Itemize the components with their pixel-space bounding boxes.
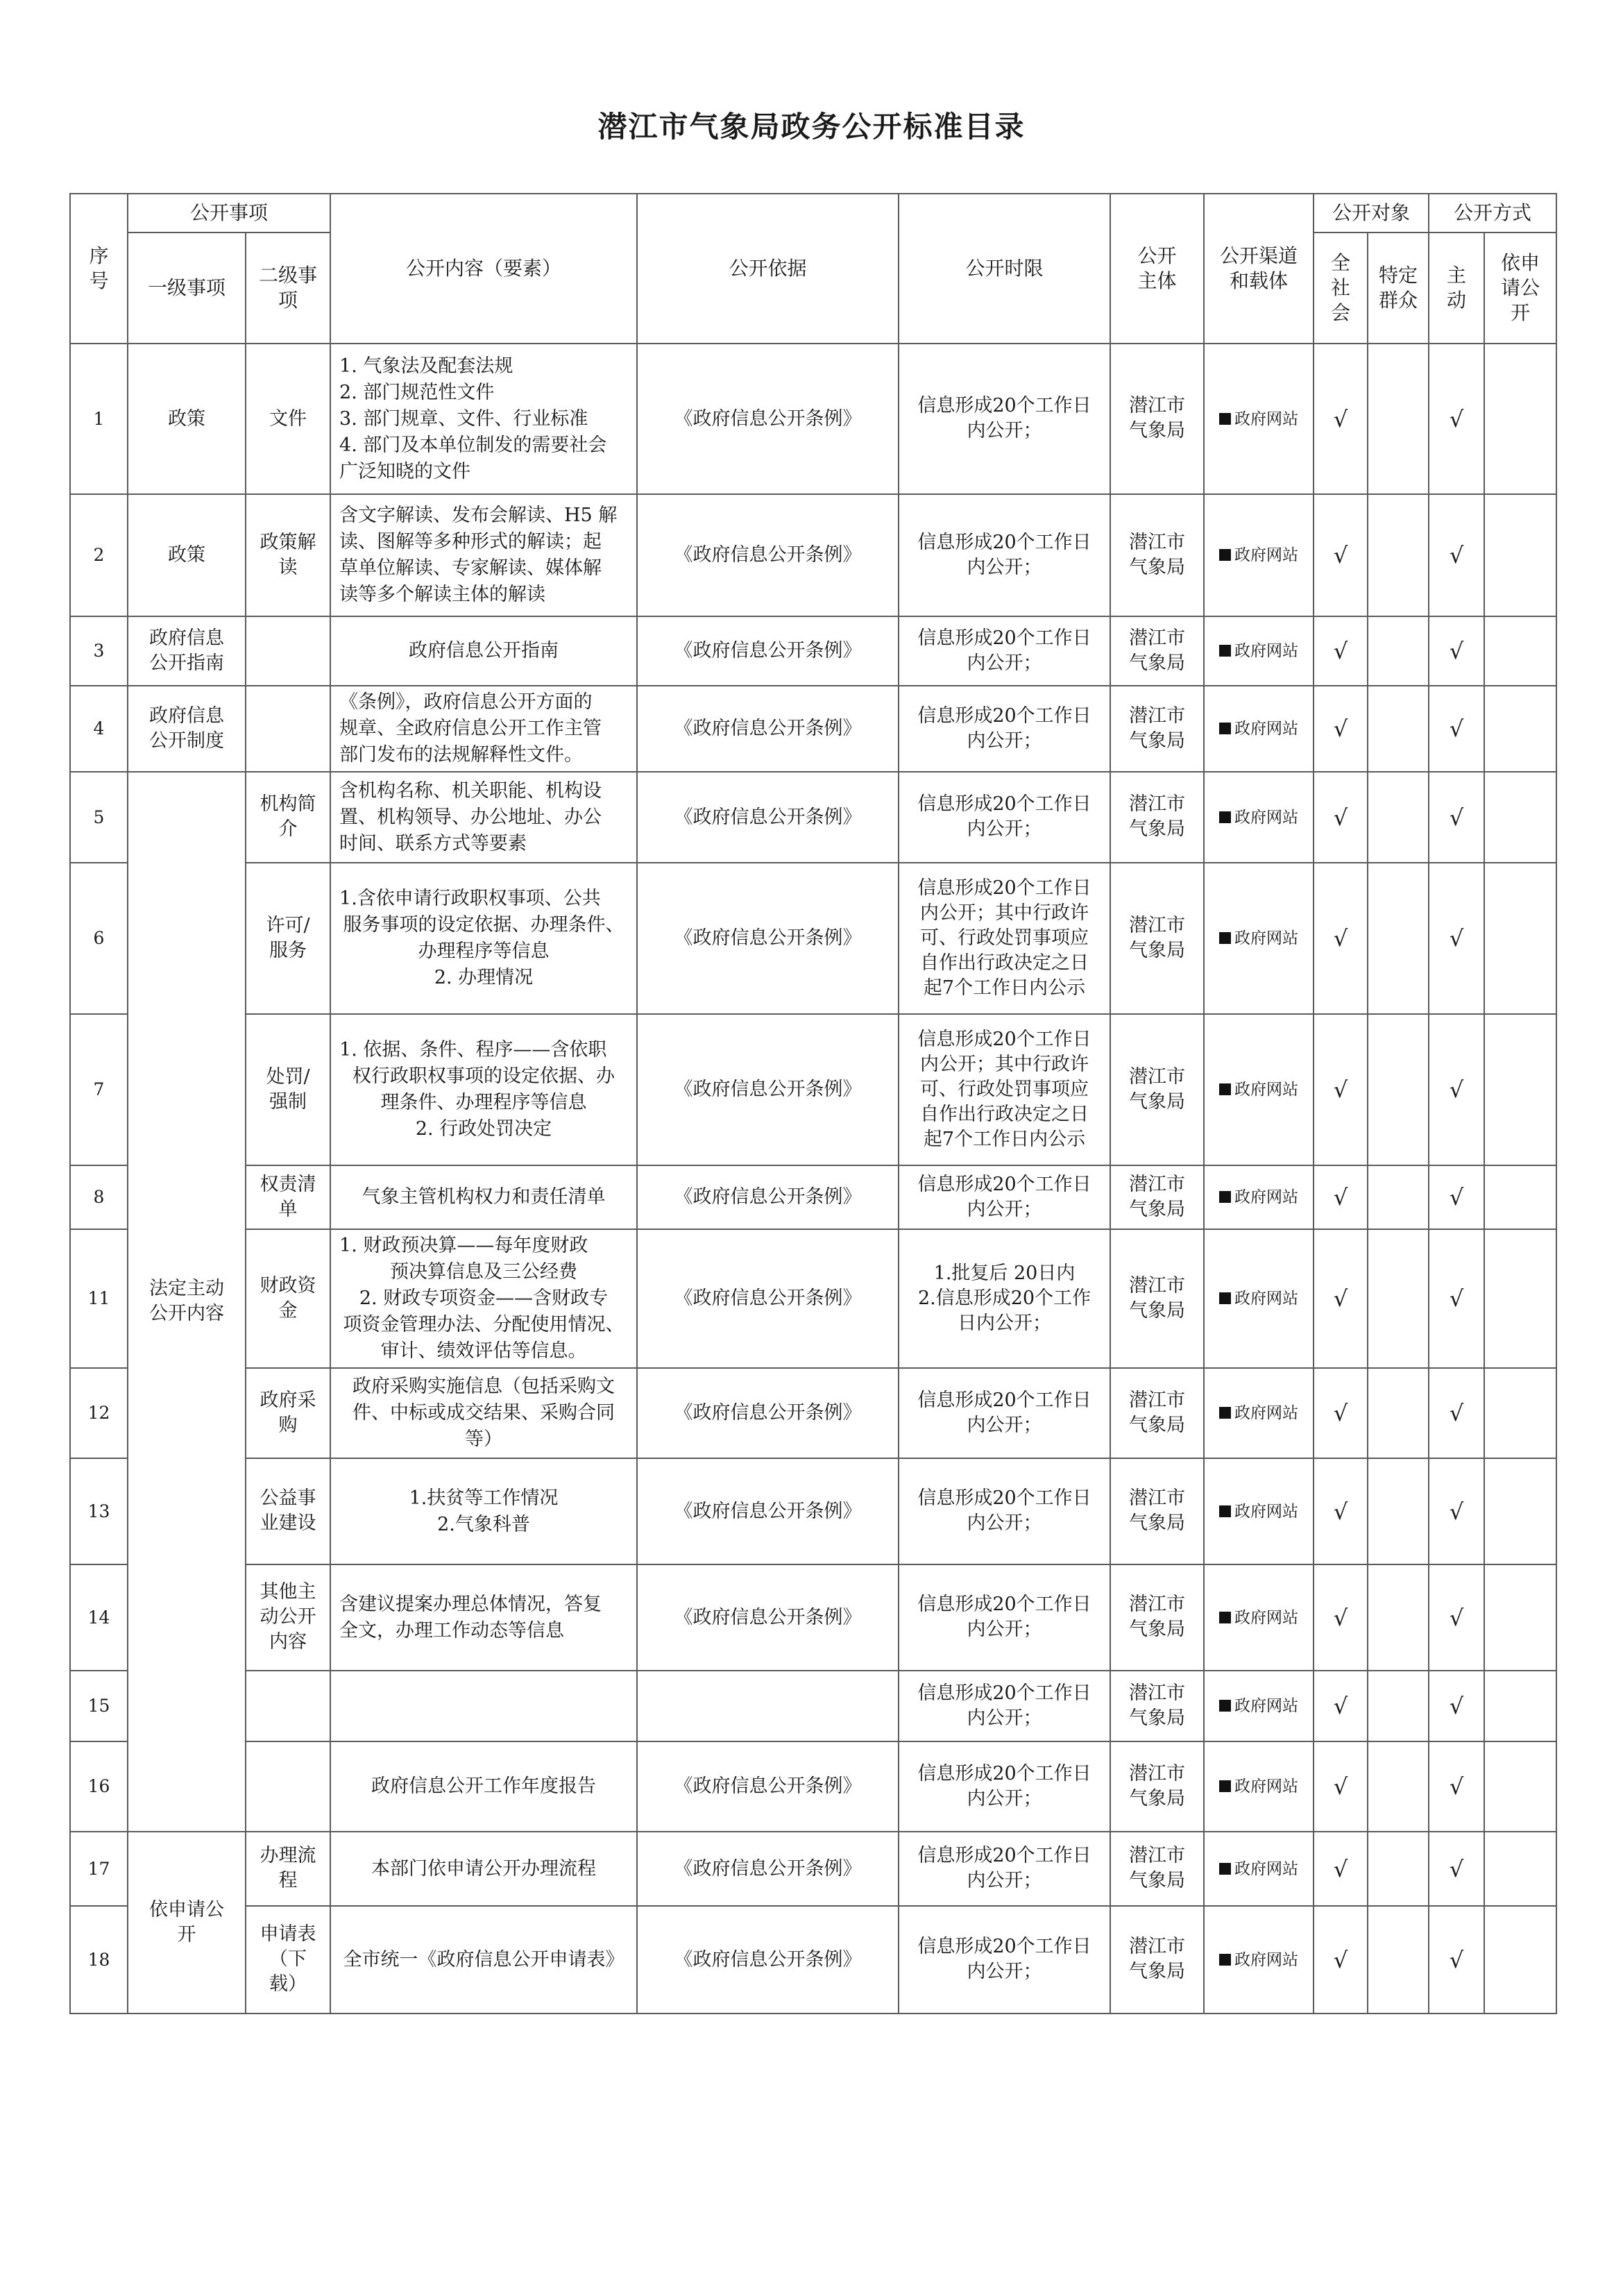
checkmark-all-society: √ xyxy=(1314,1832,1368,1906)
row-channel xyxy=(1204,686,1314,772)
cell-on-request xyxy=(1484,1368,1556,1458)
row-time: 信息形成20个工作日 内公开； xyxy=(899,616,1110,686)
content-line: 读等多个解读主体的解读 xyxy=(339,584,546,605)
row-seq: 13 xyxy=(70,1458,128,1564)
row-content xyxy=(330,1906,637,2014)
content-line: 理条件、办理程序等信息 xyxy=(380,1092,587,1113)
channel-label: 政府网站 xyxy=(1234,410,1299,428)
cell-specific-group xyxy=(1368,1165,1429,1229)
row-content xyxy=(330,1741,637,1832)
row-channel xyxy=(1204,1458,1314,1564)
channel-label: 政府网站 xyxy=(1234,1404,1299,1422)
row-level2: 政府采 购 xyxy=(246,1368,330,1458)
row-channel xyxy=(1204,494,1314,616)
row-seq: 12 xyxy=(70,1368,128,1458)
header-target: 公开对象 xyxy=(1314,194,1429,233)
square-bullet-icon xyxy=(1219,1700,1231,1712)
checkmark-active: √ xyxy=(1429,494,1484,616)
content-line: 2. 办理情况 xyxy=(434,967,534,988)
row-level2: 文件 xyxy=(246,344,330,494)
content-line: 全文，办理工作动态等信息 xyxy=(339,1619,565,1641)
table-row xyxy=(70,1458,1556,1564)
row-time: 信息形成20个工作日 内公开； xyxy=(899,1458,1110,1564)
row-basis: 《政府信息公开条例》 xyxy=(637,616,899,686)
content-line: 2. 行政处罚决定 xyxy=(415,1118,552,1140)
checkmark-active: √ xyxy=(1429,863,1484,1014)
row-basis: 《政府信息公开条例》 xyxy=(637,1906,899,2014)
cell-on-request xyxy=(1484,1671,1556,1741)
cell-on-request xyxy=(1484,772,1556,863)
row-subject: 潜江市 气象局 xyxy=(1110,1368,1204,1458)
row-content xyxy=(330,1564,637,1671)
row-content xyxy=(330,494,637,616)
row-channel xyxy=(1204,1229,1314,1368)
cell-on-request xyxy=(1484,1741,1556,1832)
content-line: 1. 财政预决算——每年度财政 xyxy=(339,1235,588,1256)
row-content xyxy=(330,772,637,863)
checkmark-active: √ xyxy=(1429,1832,1484,1906)
row-channel xyxy=(1204,772,1314,863)
content-line: 气象主管机构权力和责任清单 xyxy=(362,1186,606,1208)
row-content xyxy=(330,1368,637,1458)
page-title: 潜江市气象局政务公开标准目录 xyxy=(597,110,1026,144)
checkmark-active: √ xyxy=(1429,1741,1484,1832)
row-level2: 政策解 读 xyxy=(246,494,330,616)
checkmark-active: √ xyxy=(1429,1229,1484,1368)
row-seq: 4 xyxy=(70,686,128,772)
content-line: 1. 依据、条件、程序——含依职 xyxy=(339,1039,607,1061)
cell-on-request xyxy=(1484,863,1556,1014)
checkmark-all-society: √ xyxy=(1314,772,1368,863)
row-level2: 申请表 （下 载） xyxy=(246,1906,330,2014)
row-channel xyxy=(1204,1741,1314,1832)
checkmark-active: √ xyxy=(1429,616,1484,686)
checkmark-all-society: √ xyxy=(1314,1906,1368,2014)
row-channel xyxy=(1204,344,1314,494)
checkmark-all-society: √ xyxy=(1314,1368,1368,1458)
row-seq: 16 xyxy=(70,1741,128,1832)
checkmark-all-society: √ xyxy=(1314,1458,1368,1564)
row-time: 信息形成20个工作日 内公开； xyxy=(899,772,1110,863)
cell-specific-group xyxy=(1368,1671,1429,1741)
checkmark-active: √ xyxy=(1429,344,1484,494)
row-subject: 潜江市 气象局 xyxy=(1110,1906,1204,2014)
row-subject: 潜江市 气象局 xyxy=(1110,1458,1204,1564)
checkmark-all-society: √ xyxy=(1314,1165,1368,1229)
cell-specific-group xyxy=(1368,1564,1429,1671)
row-time: 1.批复后 20日内 2.信息形成20个工作 日内公开； xyxy=(899,1229,1110,1368)
cell-on-request xyxy=(1484,1906,1556,2014)
row-basis: 《政府信息公开条例》 xyxy=(637,1014,899,1165)
row-basis: 《政府信息公开条例》 xyxy=(637,1564,899,1671)
table-row xyxy=(70,1832,1556,1906)
content-line: 本部门依申请公开办理流程 xyxy=(371,1857,597,1880)
row-content xyxy=(330,686,637,772)
content-line: 3. 部门规章、文件、行业标准 xyxy=(339,407,588,430)
table-row xyxy=(70,494,1556,616)
channel-label: 政府网站 xyxy=(1234,720,1299,738)
content-line: 政府采购实施信息（包括采购文 xyxy=(352,1376,615,1397)
square-bullet-icon xyxy=(1219,413,1231,425)
row-level2: 办理流 程 xyxy=(246,1832,330,1906)
row-basis: 《政府信息公开条例》 xyxy=(637,1458,899,1564)
square-bullet-icon xyxy=(1219,1954,1231,1966)
content-line: 政府信息公开指南 xyxy=(409,640,559,661)
table-row xyxy=(70,1368,1556,1458)
row-subject: 潜江市 气象局 xyxy=(1110,772,1204,863)
row-level2: 财政资 金 xyxy=(246,1229,330,1368)
row-content xyxy=(330,344,637,494)
square-bullet-icon xyxy=(1219,1407,1231,1419)
cell-specific-group xyxy=(1368,863,1429,1014)
checkmark-all-society: √ xyxy=(1314,616,1368,686)
header-subject: 公开 主体 xyxy=(1110,194,1204,344)
content-line: 含机构名称、机关职能、机构设 xyxy=(339,779,602,802)
row-content xyxy=(330,1671,637,1741)
row-level2: 许可/ 服务 xyxy=(246,863,330,1014)
row-content xyxy=(330,1165,637,1229)
cell-specific-group xyxy=(1368,1741,1429,1832)
table-row xyxy=(70,1741,1556,1832)
row-basis: 《政府信息公开条例》 xyxy=(637,494,899,616)
row-content xyxy=(330,1832,637,1906)
cell-on-request xyxy=(1484,1165,1556,1229)
table-row xyxy=(70,344,1556,494)
row-level2: 权责清 单 xyxy=(246,1165,330,1229)
content-line: 时间、联系方式等要素 xyxy=(339,832,527,854)
channel-label: 政府网站 xyxy=(1234,1081,1299,1099)
checkmark-all-society: √ xyxy=(1314,686,1368,772)
content-line: 读、图解等多种形式的解读；起 xyxy=(339,531,602,552)
table-row xyxy=(70,616,1556,686)
row-subject: 潜江市 气象局 xyxy=(1110,1741,1204,1832)
checkmark-active: √ xyxy=(1429,772,1484,863)
checkmark-active: √ xyxy=(1429,1671,1484,1741)
channel-label: 政府网站 xyxy=(1234,1608,1299,1627)
row-content xyxy=(330,1014,637,1165)
cell-on-request xyxy=(1484,1458,1556,1564)
header-level1: 一级事项 xyxy=(128,233,246,344)
content-line: 2. 财政专项资金——含财政专 xyxy=(359,1288,609,1309)
cell-specific-group xyxy=(1368,1368,1429,1458)
channel-label: 政府网站 xyxy=(1234,1859,1299,1878)
square-bullet-icon xyxy=(1219,1612,1231,1623)
row-level2 xyxy=(246,616,330,686)
row-level2 xyxy=(246,686,330,772)
row-basis: 《政府信息公开条例》 xyxy=(637,344,899,494)
row-subject: 潜江市 气象局 xyxy=(1110,1564,1204,1671)
row-basis: 《政府信息公开条例》 xyxy=(637,863,899,1014)
channel-label: 政府网站 xyxy=(1234,546,1299,564)
cell-on-request xyxy=(1484,686,1556,772)
cell-on-request xyxy=(1484,1832,1556,1906)
checkmark-all-society: √ xyxy=(1314,1564,1368,1671)
square-bullet-icon xyxy=(1219,811,1231,823)
row-level1: 政府信息 公开制度 xyxy=(128,686,246,772)
row-level1: 政策 xyxy=(128,494,246,616)
square-bullet-icon xyxy=(1219,723,1231,734)
content-line: 部门发布的法规解释性文件。 xyxy=(339,744,584,766)
cell-specific-group xyxy=(1368,1014,1429,1165)
content-line: 置、机构领导、办公地址、办公 xyxy=(339,806,602,828)
row-seq: 17 xyxy=(70,1832,128,1906)
cell-on-request xyxy=(1484,1014,1556,1165)
channel-label: 政府网站 xyxy=(1234,1697,1299,1715)
header-mode: 公开方式 xyxy=(1429,194,1556,233)
row-seq: 1 xyxy=(70,344,128,494)
table-row xyxy=(70,686,1556,772)
row-basis: 《政府信息公开条例》 xyxy=(637,1368,899,1458)
cell-on-request xyxy=(1484,616,1556,686)
channel-label: 政府网站 xyxy=(1234,1778,1299,1796)
content-line: 含文字解读、发布会解读、H5 解 xyxy=(339,505,618,526)
channel-label: 政府网站 xyxy=(1234,929,1299,947)
row-basis xyxy=(637,1671,899,1741)
row-seq: 15 xyxy=(70,1671,128,1741)
channel-label: 政府网站 xyxy=(1234,808,1299,827)
table-row xyxy=(70,1671,1556,1741)
row-content xyxy=(330,1229,637,1368)
row-channel xyxy=(1204,1165,1314,1229)
row-basis: 《政府信息公开条例》 xyxy=(637,1165,899,1229)
checkmark-active: √ xyxy=(1429,1458,1484,1564)
row-subject: 潜江市 气象局 xyxy=(1110,1165,1204,1229)
row-level1: 政府信息 公开指南 xyxy=(128,616,246,686)
row-seq: 7 xyxy=(70,1014,128,1165)
content-line: 审计、绩效评估等信息。 xyxy=(380,1340,587,1362)
row-content xyxy=(330,863,637,1014)
header-matter: 公开事项 xyxy=(128,194,330,233)
content-line: 政府信息公开工作年度报告 xyxy=(371,1775,597,1797)
content-line: 2.气象科普 xyxy=(437,1513,530,1535)
square-bullet-icon xyxy=(1219,1292,1231,1304)
row-seq: 2 xyxy=(70,494,128,616)
row-time: 信息形成20个工作日 内公开； xyxy=(899,1741,1110,1832)
header-target-all: 全 社 会 xyxy=(1314,233,1368,344)
header-mode-active: 主 动 xyxy=(1429,233,1484,344)
cell-specific-group xyxy=(1368,616,1429,686)
table-row xyxy=(70,1014,1556,1165)
checkmark-active: √ xyxy=(1429,1014,1484,1165)
row-channel xyxy=(1204,1368,1314,1458)
row-level2: 处罚/ 强制 xyxy=(246,1014,330,1165)
content-line: 等） xyxy=(465,1428,503,1450)
checkmark-active: √ xyxy=(1429,1906,1484,2014)
row-basis: 《政府信息公开条例》 xyxy=(637,686,899,772)
cell-specific-group xyxy=(1368,1458,1429,1564)
channel-label: 政府网站 xyxy=(1234,1290,1299,1308)
row-time: 信息形成20个工作日 内公开； xyxy=(899,1368,1110,1458)
header-time: 公开时限 xyxy=(899,194,1110,344)
channel-label: 政府网站 xyxy=(1234,642,1299,660)
row-channel xyxy=(1204,1671,1314,1741)
checkmark-all-society: √ xyxy=(1314,1741,1368,1832)
row-subject: 潜江市 气象局 xyxy=(1110,494,1204,616)
content-line: 项资金管理办法、分配使用情况、 xyxy=(343,1314,624,1335)
row-seq: 6 xyxy=(70,863,128,1014)
row-seq: 8 xyxy=(70,1165,128,1229)
row-channel xyxy=(1204,616,1314,686)
row-time: 信息形成20个工作日 内公开； xyxy=(899,494,1110,616)
row-time: 信息形成20个工作日 内公开；其中行政许 可、行政处罚事项应 自作出行政决定之日 起7个工作日内公示 xyxy=(899,863,1110,1014)
square-bullet-icon xyxy=(1219,645,1231,657)
square-bullet-icon xyxy=(1219,1083,1231,1095)
checkmark-all-society: √ xyxy=(1314,1671,1368,1741)
row-seq: 5 xyxy=(70,772,128,863)
cell-on-request xyxy=(1484,494,1556,616)
row-subject: 潜江市 气象局 xyxy=(1110,863,1204,1014)
content-line: 《条例》，政府信息公开方面的 xyxy=(339,691,593,713)
content-line: 1. 气象法及配套法规 xyxy=(339,355,513,377)
content-line: 含建议提案办理总体情况，答复 xyxy=(339,1593,602,1615)
content-line: 办理程序等信息 xyxy=(418,940,550,962)
disclosure-catalog-table xyxy=(69,193,1557,2014)
row-level2 xyxy=(246,1741,330,1832)
row-channel xyxy=(1204,1014,1314,1165)
header-target-group: 特定 群众 xyxy=(1368,233,1429,344)
row-channel xyxy=(1204,1832,1314,1906)
cell-on-request xyxy=(1484,1564,1556,1671)
square-bullet-icon xyxy=(1219,1863,1231,1875)
row-time: 信息形成20个工作日 内公开； xyxy=(899,1832,1110,1906)
row-seq: 3 xyxy=(70,616,128,686)
content-line: 规章、全政府信息公开工作主管 xyxy=(339,718,602,739)
row-channel xyxy=(1204,1564,1314,1671)
table-row xyxy=(70,1906,1556,2014)
row-content xyxy=(330,616,637,686)
row-seq: 14 xyxy=(70,1564,128,1671)
content-line: 服务事项的设定依据、办理条件、 xyxy=(343,914,624,936)
channel-label: 政府网站 xyxy=(1234,1502,1299,1521)
row-subject: 潜江市 气象局 xyxy=(1110,1832,1204,1906)
row-time: 信息形成20个工作日 内公开； xyxy=(899,1564,1110,1671)
row-basis: 《政府信息公开条例》 xyxy=(637,1741,899,1832)
cell-specific-group xyxy=(1368,494,1429,616)
row-level1: 政策 xyxy=(128,344,246,494)
row-level2: 机构简 介 xyxy=(246,772,330,863)
checkmark-active: √ xyxy=(1429,1564,1484,1671)
content-line: 草单位解读、专家解读、媒体解 xyxy=(339,557,602,579)
content-line: 1.含依申请行政职权事项、公共 xyxy=(339,888,601,909)
checkmark-all-society: √ xyxy=(1314,863,1368,1014)
row-subject: 潜江市 气象局 xyxy=(1110,686,1204,772)
square-bullet-icon xyxy=(1219,1505,1231,1517)
row-seq: 18 xyxy=(70,1906,128,2014)
content-line: 2. 部门规范性文件 xyxy=(339,381,495,403)
content-line: 4. 部门及本单位制发的需要社会 xyxy=(339,434,607,456)
header-basis: 公开依据 xyxy=(637,194,899,344)
content-line: 件、中标或成交结果、采购合同 xyxy=(352,1402,615,1424)
cell-on-request xyxy=(1484,344,1556,494)
cell-specific-group xyxy=(1368,344,1429,494)
row-subject: 潜江市 气象局 xyxy=(1110,1229,1204,1368)
row-level2: 公益事 业建设 xyxy=(246,1458,330,1564)
header-seq: 序 号 xyxy=(70,194,128,344)
cell-on-request xyxy=(1484,1229,1556,1368)
level1-group-legal: 法定主动 公开内容 xyxy=(128,772,246,1832)
checkmark-all-society: √ xyxy=(1314,494,1368,616)
checkmark-all-society: √ xyxy=(1314,1014,1368,1165)
row-level2 xyxy=(246,1671,330,1741)
checkmark-active: √ xyxy=(1429,686,1484,772)
table-row xyxy=(70,772,1556,863)
checkmark-active: √ xyxy=(1429,1165,1484,1229)
content-line: 1.扶贫等工作情况 xyxy=(409,1487,559,1509)
row-basis: 《政府信息公开条例》 xyxy=(637,1229,899,1368)
square-bullet-icon xyxy=(1219,1780,1231,1792)
row-time: 信息形成20个工作日 内公开； xyxy=(899,1165,1110,1229)
header-content: 公开内容（要素） xyxy=(330,194,637,344)
table-row xyxy=(70,863,1556,1014)
content-line: 权行政职权事项的设定依据、办 xyxy=(352,1065,615,1087)
cell-specific-group xyxy=(1368,1229,1429,1368)
row-content xyxy=(330,1458,637,1564)
checkmark-all-society: √ xyxy=(1314,1229,1368,1368)
row-seq: 11 xyxy=(70,1229,128,1368)
row-time: 信息形成20个工作日 内公开； xyxy=(899,344,1110,494)
header-channel: 公开渠道 和载体 xyxy=(1204,194,1314,344)
checkmark-active: √ xyxy=(1429,1368,1484,1458)
square-bullet-icon xyxy=(1219,932,1231,944)
row-time: 信息形成20个工作日 内公开； xyxy=(899,686,1110,772)
row-subject: 潜江市 气象局 xyxy=(1110,1671,1204,1741)
cell-specific-group xyxy=(1368,1906,1429,2014)
row-basis: 《政府信息公开条例》 xyxy=(637,1832,899,1906)
table-row xyxy=(70,1564,1556,1671)
header-mode-apply: 依申 请公 开 xyxy=(1484,233,1556,344)
row-subject: 潜江市 气象局 xyxy=(1110,344,1204,494)
header-level2: 二级事 项 xyxy=(246,233,330,344)
square-bullet-icon xyxy=(1219,549,1231,561)
row-subject: 潜江市 气象局 xyxy=(1110,1014,1204,1165)
cell-specific-group xyxy=(1368,1832,1429,1906)
content-line: 全市统一《政府信息公开申请表》 xyxy=(343,1948,624,1970)
table-row xyxy=(70,1229,1556,1368)
row-time: 信息形成20个工作日 内公开；其中行政许 可、行政处罚事项应 自作出行政决定之日 起7个工作日内公示 xyxy=(899,1014,1110,1165)
checkmark-all-society: √ xyxy=(1314,344,1368,494)
square-bullet-icon xyxy=(1219,1191,1231,1203)
row-basis: 《政府信息公开条例》 xyxy=(637,772,899,863)
row-level2: 其他主 动公开 内容 xyxy=(246,1564,330,1671)
table-row xyxy=(70,1165,1556,1229)
cell-specific-group xyxy=(1368,686,1429,772)
cell-specific-group xyxy=(1368,772,1429,863)
row-channel xyxy=(1204,1906,1314,2014)
content-line: 广泛知晓的文件 xyxy=(339,460,471,482)
channel-label: 政府网站 xyxy=(1234,1188,1299,1206)
row-time: 信息形成20个工作日 内公开； xyxy=(899,1671,1110,1741)
content-line: 预决算信息及三公经费 xyxy=(390,1261,578,1283)
level1-group-apply: 依申请公 开 xyxy=(128,1832,246,2014)
row-channel xyxy=(1204,863,1314,1014)
channel-label: 政府网站 xyxy=(1234,1950,1299,1969)
row-time: 信息形成20个工作日 内公开； xyxy=(899,1906,1110,2014)
row-subject: 潜江市 气象局 xyxy=(1110,616,1204,686)
